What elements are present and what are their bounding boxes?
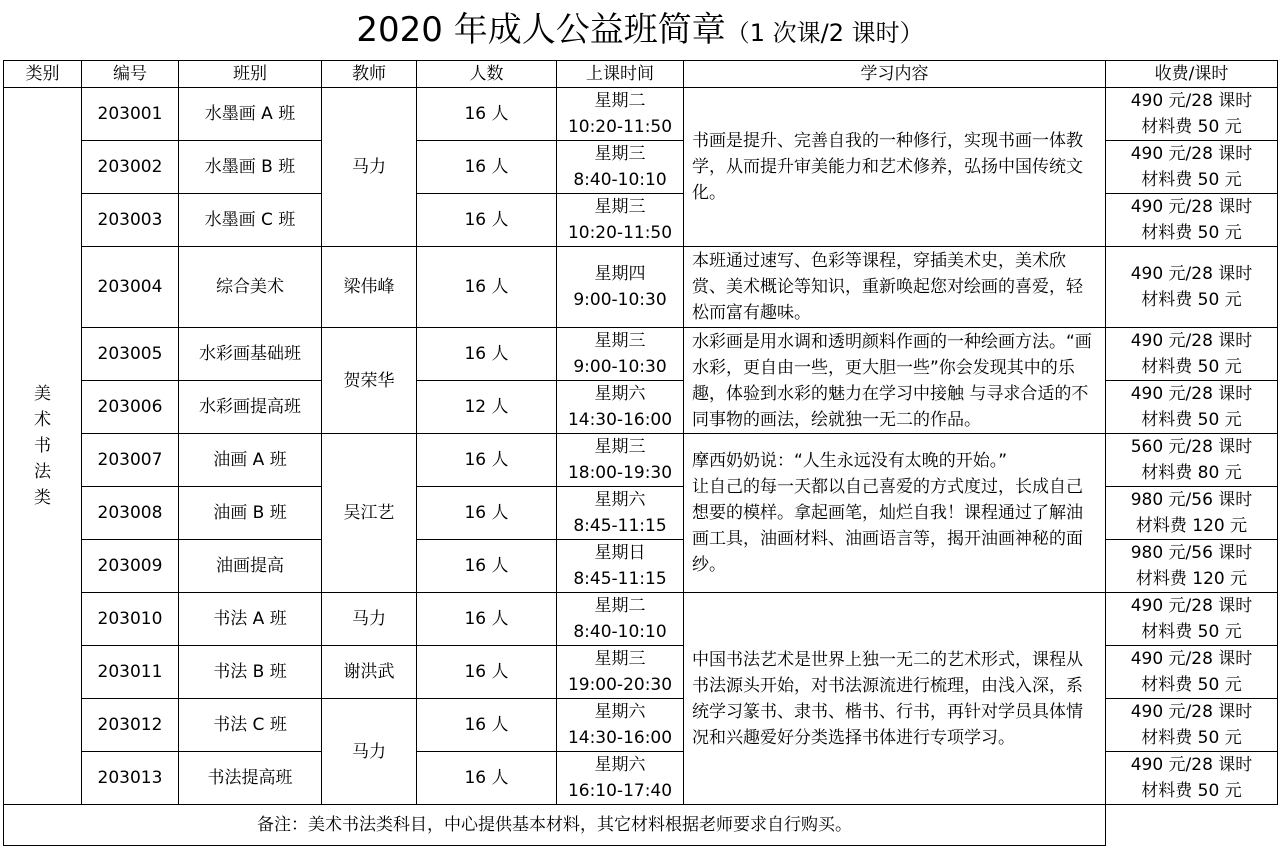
material-fee-text: 材料费 120 元 — [1135, 569, 1248, 589]
fee-cell — [1106, 328, 1278, 381]
note-row — [4, 805, 1278, 846]
header-cell: 类别 — [4, 61, 82, 88]
schedule-day: 星期六 — [594, 702, 646, 722]
material-fee-text: 材料费 50 元 — [1141, 622, 1242, 642]
class-name-cell: 综合美术 — [179, 247, 322, 328]
schedule-cell — [557, 381, 684, 434]
fee-text: 490 元/28 课时 — [1130, 755, 1253, 775]
table-row — [4, 247, 1278, 328]
class-name-cell: 油画 B 班 — [179, 487, 322, 540]
material-fee-text: 材料费 50 元 — [1141, 117, 1242, 137]
material-fee-text: 材料费 50 元 — [1141, 781, 1242, 801]
student-count-cell: 16 人 — [417, 646, 557, 699]
class-id-cell: 203003 — [82, 194, 179, 247]
course-content-cell — [684, 593, 1106, 805]
fee-text: 490 元/28 课时 — [1130, 596, 1253, 616]
student-count-cell: 16 人 — [417, 194, 557, 247]
class-name-cell: 水彩画提高班 — [179, 381, 322, 434]
class-id-cell: 203007 — [82, 434, 179, 487]
schedule-cell — [557, 194, 684, 247]
schedule-day: 星期二 — [594, 91, 646, 111]
class-id-cell: 203008 — [82, 487, 179, 540]
category-cell — [4, 88, 82, 805]
course-table — [3, 60, 1278, 846]
fee-text: 490 元/28 课时 — [1130, 91, 1253, 111]
table-row — [4, 434, 1278, 487]
class-name-cell: 水墨画 C 班 — [179, 194, 322, 247]
table-row — [4, 593, 1278, 646]
schedule-time: 8:45-11:15 — [573, 569, 667, 589]
teacher-cell: 马力 — [322, 699, 417, 805]
schedule-day: 星期四 — [594, 264, 646, 284]
schedule-cell — [557, 141, 684, 194]
student-count-cell: 16 人 — [417, 328, 557, 381]
title-main: 2020 年成人公益班简章 — [356, 10, 726, 50]
fee-cell — [1106, 646, 1278, 699]
course-content-cell — [684, 88, 1106, 247]
material-fee-text: 材料费 50 元 — [1141, 223, 1242, 243]
fee-cell — [1106, 88, 1278, 141]
teacher-cell: 梁伟峰 — [322, 247, 417, 328]
fee-text: 560 元/28 课时 — [1130, 437, 1253, 457]
class-id-cell: 203002 — [82, 141, 179, 194]
schedule-time: 8:40-10:10 — [573, 170, 667, 190]
schedule-cell — [557, 540, 684, 593]
fee-cell — [1106, 381, 1278, 434]
student-count-cell: 16 人 — [417, 540, 557, 593]
material-fee-text: 材料费 50 元 — [1141, 290, 1242, 310]
class-name-cell: 书法 C 班 — [179, 699, 322, 752]
schedule-cell — [557, 247, 684, 328]
schedule-time: 19:00-20:30 — [567, 675, 673, 695]
schedule-time: 14:30-16:00 — [567, 728, 673, 748]
class-id-cell: 203012 — [82, 699, 179, 752]
header-row — [4, 61, 1278, 88]
schedule-time: 16:10-17:40 — [567, 781, 673, 801]
fee-text: 490 元/28 课时 — [1130, 197, 1253, 217]
category-char: 类 — [34, 488, 51, 508]
header-cell: 学习内容 — [684, 61, 1106, 88]
schedule-day: 星期三 — [594, 649, 646, 669]
schedule-cell — [557, 328, 684, 381]
schedule-day: 星期三 — [594, 437, 646, 457]
class-id-cell: 203005 — [82, 328, 179, 381]
schedule-time: 9:00-10:30 — [573, 290, 667, 310]
class-name-cell: 水彩画基础班 — [179, 328, 322, 381]
material-fee-text: 材料费 50 元 — [1141, 357, 1242, 377]
content-text: 书画是提升、完善自我的一种修行，实现书画一体教学，从而提升审美能力和艺术修养，弘扬中国传统文化。 — [692, 131, 1083, 203]
material-fee-text: 材料费 50 元 — [1141, 170, 1242, 190]
schedule-day: 星期三 — [594, 331, 646, 351]
student-count-cell: 16 人 — [417, 88, 557, 141]
schedule-time: 14:30-16:00 — [567, 410, 673, 430]
teacher-cell: 吴江艺 — [322, 434, 417, 593]
schedule-time: 8:45-11:15 — [573, 516, 667, 536]
schedule-cell — [557, 88, 684, 141]
schedule-day: 星期三 — [594, 197, 646, 217]
schedule-cell — [557, 752, 684, 805]
schedule-cell — [557, 699, 684, 752]
fee-text: 980 元/56 课时 — [1130, 490, 1253, 510]
course-content-cell — [684, 328, 1106, 434]
teacher-cell: 马力 — [322, 88, 417, 247]
page-title — [0, 0, 1280, 60]
student-count-cell: 16 人 — [417, 752, 557, 805]
fee-cell — [1106, 434, 1278, 487]
student-count-cell: 16 人 — [417, 487, 557, 540]
header-cell: 编号 — [82, 61, 179, 88]
title-subtitle: （1 次课/2 课时） — [725, 19, 924, 47]
student-count-cell: 12 人 — [417, 381, 557, 434]
fee-cell — [1106, 247, 1278, 328]
material-fee-text: 材料费 50 元 — [1141, 728, 1242, 748]
content-text: 本班通过速写、色彩等课程，穿插美术史，美术欣赏、美术概论等知识，重新唤起您对绘画的喜爱，轻松而富有趣味。 — [692, 251, 1083, 323]
category-char: 术 — [34, 410, 51, 430]
material-fee-text: 材料费 50 元 — [1141, 675, 1242, 695]
schedule-day: 星期三 — [594, 144, 646, 164]
class-id-cell: 203013 — [82, 752, 179, 805]
schedule-day: 星期六 — [594, 755, 646, 775]
fee-cell — [1106, 141, 1278, 194]
note-cell: 备注：美术书法类科目，中心提供基本材料，其它材料根据老师要求自行购买。 — [4, 805, 1106, 846]
course-content-cell — [684, 247, 1106, 328]
category-char: 美 — [34, 384, 51, 404]
class-name-cell: 油画 A 班 — [179, 434, 322, 487]
header-cell: 班别 — [179, 61, 322, 88]
content-text: 让自己的每一天都以自己喜爱的方式度过，长成自己想要的模样。拿起画笔，灿烂自我！课程通过了解油画工具，油画材料、油画语言等，揭开油画神秘的面纱。 — [692, 477, 1083, 575]
teacher-cell: 贺荣华 — [322, 328, 417, 434]
fee-text: 490 元/28 课时 — [1130, 702, 1253, 722]
class-name-cell: 书法 A 班 — [179, 593, 322, 646]
class-id-cell: 203001 — [82, 88, 179, 141]
course-content-cell — [684, 434, 1106, 593]
fee-text: 980 元/56 课时 — [1130, 543, 1253, 563]
student-count-cell: 16 人 — [417, 247, 557, 328]
schedule-cell — [557, 487, 684, 540]
fee-cell — [1106, 752, 1278, 805]
class-name-cell: 水墨画 B 班 — [179, 141, 322, 194]
header-cell: 收费/课时 — [1106, 61, 1278, 88]
student-count-cell: 16 人 — [417, 141, 557, 194]
material-fee-text: 材料费 80 元 — [1141, 463, 1242, 483]
fee-cell — [1106, 540, 1278, 593]
schedule-time: 10:20-11:50 — [567, 117, 673, 137]
table-row — [4, 88, 1278, 141]
class-name-cell: 书法 B 班 — [179, 646, 322, 699]
fee-cell — [1106, 593, 1278, 646]
fee-cell — [1106, 194, 1278, 247]
header-cell: 教师 — [322, 61, 417, 88]
class-id-cell: 203006 — [82, 381, 179, 434]
material-fee-text: 材料费 50 元 — [1141, 410, 1242, 430]
class-id-cell: 203010 — [82, 593, 179, 646]
class-name-cell: 水墨画 A 班 — [179, 88, 322, 141]
schedule-cell — [557, 434, 684, 487]
schedule-day: 星期二 — [594, 596, 646, 616]
fee-text: 490 元/28 课时 — [1130, 384, 1253, 404]
header-cell: 人数 — [417, 61, 557, 88]
schedule-day: 星期六 — [594, 490, 646, 510]
table-row — [4, 328, 1278, 381]
fee-text: 490 元/28 课时 — [1130, 331, 1253, 351]
category-char: 法 — [34, 462, 51, 482]
schedule-cell — [557, 646, 684, 699]
fee-text: 490 元/28 课时 — [1130, 144, 1253, 164]
class-id-cell: 203011 — [82, 646, 179, 699]
fee-text: 490 元/28 课时 — [1130, 649, 1253, 669]
schedule-time: 8:40-10:10 — [573, 622, 667, 642]
material-fee-text: 材料费 120 元 — [1135, 516, 1248, 536]
schedule-time: 10:20-11:50 — [567, 223, 673, 243]
class-id-cell: 203009 — [82, 540, 179, 593]
teacher-cell: 马力 — [322, 593, 417, 646]
content-text: 中国书法艺术是世界上独一无二的艺术形式，课程从书法源头开始，对书法源流进行梳理，由浅入深，系统学习篆书、隶书、楷书、行书，再针对学员具体情况和兴趣爱好分类选择书体进行专项学习。 — [692, 649, 1083, 748]
schedule-time: 18:00-19:30 — [567, 463, 673, 483]
content-quote: 摩西奶奶说：“人生永远没有太晚的开始。” — [692, 451, 1008, 471]
student-count-cell: 16 人 — [417, 593, 557, 646]
schedule-cell — [557, 593, 684, 646]
class-name-cell: 油画提高 — [179, 540, 322, 593]
class-id-cell: 203004 — [82, 247, 179, 328]
header-cell: 上课时间 — [557, 61, 684, 88]
fee-text: 490 元/28 课时 — [1130, 264, 1253, 284]
student-count-cell: 16 人 — [417, 434, 557, 487]
fee-cell — [1106, 487, 1278, 540]
teacher-cell: 谢洪武 — [322, 646, 417, 699]
schedule-time: 9:00-10:30 — [573, 357, 667, 377]
schedule-day: 星期日 — [594, 543, 646, 563]
category-char: 书 — [34, 436, 51, 456]
content-text: 水彩画是用水调和透明颜料作画的一种绘画方法。“画水彩，更自由一些，更大胆一些”你会发现其中的乐趣，体验到水彩的魅力在学习中接触 与寻求合适的不同事物的画法，绘就独一无二的作品。 — [692, 331, 1092, 430]
student-count-cell: 16 人 — [417, 699, 557, 752]
fee-cell — [1106, 699, 1278, 752]
class-name-cell: 书法提高班 — [179, 752, 322, 805]
schedule-day: 星期六 — [594, 384, 646, 404]
